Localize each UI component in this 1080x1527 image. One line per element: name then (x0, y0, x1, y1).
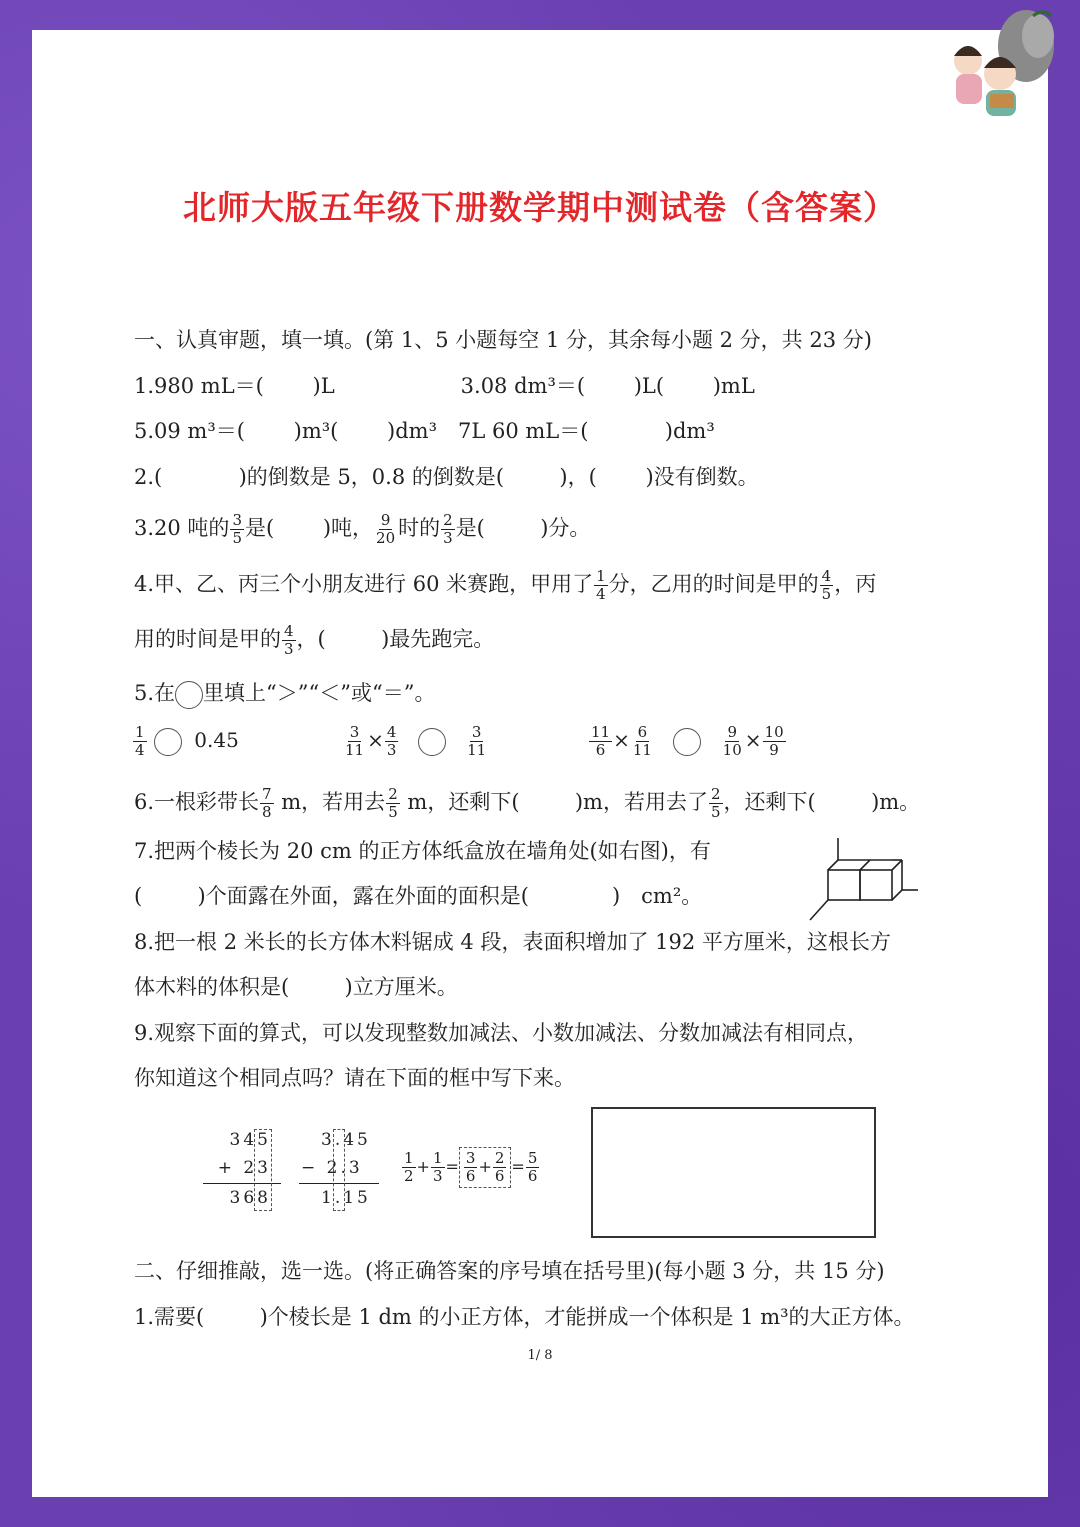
fraction-2-6: $\frac{2}{6}$ (494, 1149, 505, 1185)
answer-box[interactable] (591, 1107, 876, 1238)
sub-bottom: − 2.3 (301, 1158, 363, 1178)
fraction-9-20: $\frac{9}{20}$ (376, 511, 396, 547)
compare-circle-3[interactable] (673, 728, 701, 756)
question-8-line-2: 体木料的体积是( )立方厘米。 (134, 975, 458, 999)
q5-item-1-value: 0.45 (194, 728, 239, 752)
question-5 (134, 679, 435, 709)
q6-text-c: m，还剩下( )m，若用去了 (400, 790, 708, 814)
add-bottom: + 23 (217, 1158, 271, 1178)
section2-header: 二、仔细推敲，选一选。(将正确答案的序号填在括号里)(每小题 3 分，共 15 分) (134, 1259, 885, 1283)
fraction-4-5: $\frac{4}{5}$ (821, 567, 832, 603)
q5-item-2 (342, 724, 489, 759)
fraction-3-11: $\frac{3}{11}$ (345, 723, 365, 759)
q3-text-d: 是( )分。 (455, 516, 591, 540)
question-7-line-1: 7.把两个棱长为 20 cm 的正方体纸盒放在墙角处(如右图)，有 (134, 839, 711, 863)
fraction-3-6: $\frac{3}{6}$ (465, 1149, 476, 1185)
question-7-line-2: ( )个面露在外面，露在外面的面积是( ) cm²。 (134, 884, 703, 908)
fraction-7-8: $\frac{7}{8}$ (262, 785, 272, 821)
q5-item-1 (132, 724, 239, 759)
question-1-line-2: 5.09 m³＝( )m³( )dm³ 7L 60 mL＝( )dm³ (134, 419, 715, 443)
times-sign: × (613, 728, 630, 752)
q4-text-b: 分，乙用的时间是甲的 (608, 572, 819, 596)
fraction-1-4: $\frac{1}{4}$ (135, 723, 145, 759)
fraction-6-11: $\frac{6}{11}$ (632, 723, 652, 759)
q6-text-b: m，若用去 (274, 790, 386, 814)
q6-text-a: 6.一根彩带长 (134, 790, 260, 814)
times-sign: × (744, 728, 762, 752)
question-4-line-1 (134, 568, 876, 603)
reading-children-illustration (938, 6, 1058, 121)
q3-text-c: 时的 (398, 516, 441, 540)
fraction-1-4: $\frac{1}{4}$ (596, 567, 606, 603)
page-title: 北师大版五年级下册数学期中测试卷（含答案） (183, 188, 897, 227)
question-4-line-2 (134, 623, 494, 658)
add-top: 345 (229, 1130, 271, 1150)
question-9-line-2: 你知道这个相同点吗？请在下面的框中写下来。 (134, 1066, 575, 1090)
question-1-line-1: 1.980 mL＝( )L 3.08 dm³＝( )L( )mL (134, 374, 755, 398)
question-6 (134, 786, 920, 821)
fraction-2-3: $\frac{2}{3}$ (443, 511, 453, 547)
fraction-4-3: $\frac{4}{3}$ (284, 622, 294, 658)
fraction-2-5: $\frac{2}{5}$ (388, 785, 398, 821)
add-result: 368 (229, 1188, 271, 1208)
fraction-11-6: $\frac{11}{6}$ (591, 723, 611, 759)
sub-top: 3.45 (321, 1130, 371, 1150)
aligned-digit-box (254, 1129, 272, 1211)
compare-circle-example (175, 681, 203, 709)
q3-text-a: 3.20 吨的 (134, 516, 230, 540)
sub-result: 1.15 (321, 1188, 371, 1208)
q4-text-e: ，( )最先跑完。 (296, 627, 495, 651)
question-9-line-1: 9.观察下面的算式，可以发现整数加减法、小数加减法、分数加减法有相同点， (134, 1021, 869, 1045)
q4-text-a: 4.甲、乙、丙三个小朋友进行 60 米赛跑，甲用了 (134, 572, 594, 596)
fraction-9-10: $\frac{9}{10}$ (722, 723, 742, 759)
page-number: 1/ 8 (527, 1348, 553, 1363)
q5-item-3 (588, 724, 787, 759)
fraction-10-9: $\frac{10}{9}$ (764, 723, 784, 759)
aligned-point-box (333, 1129, 345, 1211)
q3-text-b: 是( )吨， (244, 516, 374, 540)
question-2: 2.( )的倒数是 5，0.8 的倒数是( )，( )没有倒数。 (134, 465, 759, 489)
question-3 (134, 512, 590, 547)
fraction-3-11: $\frac{3}{11}$ (467, 723, 487, 759)
fraction-3-5: $\frac{3}{5}$ (232, 511, 242, 547)
question-8-line-1: 8.把一根 2 米长的长方体木料锯成 4 段，表面积增加了 192 平方厘米，这根长方 (134, 930, 891, 954)
q4-text-c: ，丙 (834, 572, 877, 596)
common-denominator-box: $\frac{3}{6}$ + $\frac{2}{6}$ (459, 1147, 512, 1188)
q5-text-a: 5.在 (134, 681, 176, 705)
fraction-addition: $\frac{1}{2}$ + $\frac{1}{3}$ = $\frac{3}{6}$ + $\frac{2}{6}$ = $\frac{5}{6}$ (401, 1147, 540, 1188)
section1-header: 一、认真审题，填一填。(第 1、5 小题每空 1 分，其余每小题 2 分，共 23 分) (134, 328, 872, 352)
fraction-2-5: $\frac{2}{5}$ (710, 785, 721, 821)
compare-circle-1[interactable] (154, 728, 182, 756)
fraction-4-3: $\frac{4}{3}$ (386, 723, 397, 759)
q6-text-d: ，还剩下( )m。 (723, 790, 921, 814)
two-cubes-in-corner-figure (806, 838, 921, 923)
fraction-1-3: $\frac{1}{3}$ (432, 1149, 443, 1185)
integer-addition (195, 1125, 285, 1215)
q5-text-b: 里填上“＞”“＜”或“＝”。 (203, 681, 436, 705)
decimal-subtraction (297, 1125, 387, 1215)
times-sign: × (367, 728, 384, 752)
compare-circle-2[interactable] (418, 728, 446, 756)
fraction-5-6: $\frac{5}{6}$ (527, 1149, 538, 1185)
fraction-1-2: $\frac{1}{2}$ (404, 1149, 414, 1185)
q4-text-d: 用的时间是甲的 (134, 627, 281, 651)
section2-question-1: 1.需要( )个棱长是 1 dm 的小正方体，才能拼成一个体积是 1 m³的大正方体。 (134, 1305, 915, 1329)
